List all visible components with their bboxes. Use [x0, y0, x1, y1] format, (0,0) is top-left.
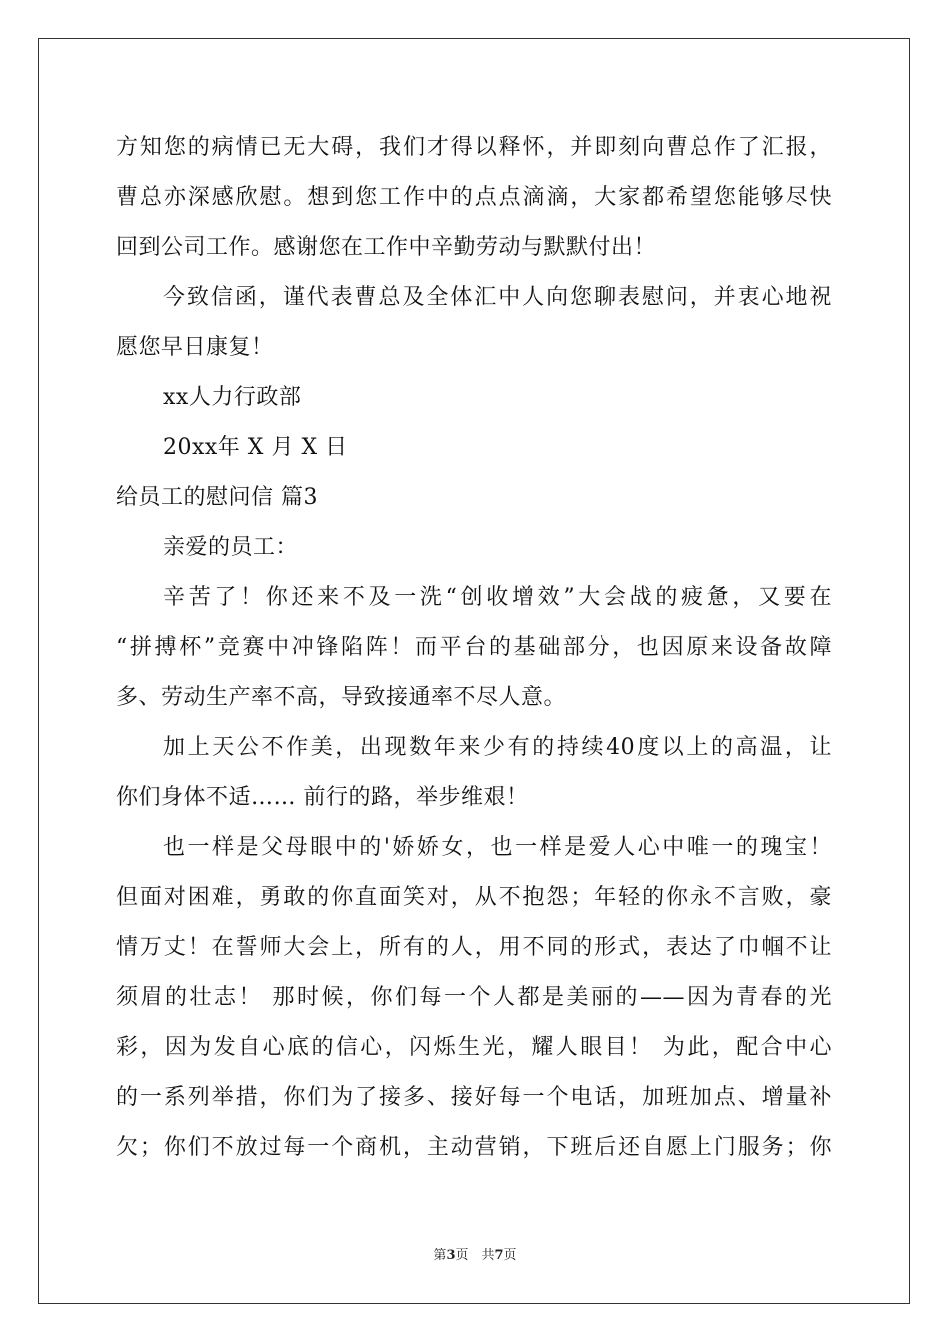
paragraph-line: 欠；你们不放过每一个商机，主动营销，下班后还自愿上门服务；你 — [116, 1135, 832, 1160]
page-number-footer — [0, 1247, 950, 1265]
signature-date: 20xx年 X 月 X 日 — [163, 435, 348, 460]
section-heading: 给员工的慰问信 篇3 — [116, 485, 318, 510]
paragraph-line: 情万丈！在誓师大会上，所有的人，用不同的形式，表达了巾帼不让 — [116, 935, 832, 960]
paragraph-line: 辛苦了！你还来不及一洗“创收增效”大会战的疲惫，又要在 — [163, 585, 832, 610]
current-page-number: 3 — [446, 1248, 456, 1263]
paragraph-line: 但面对困难，勇敢的你直面笑对，从不抱怨；年轻的你永不言败，豪 — [116, 885, 832, 910]
paragraph-line: 曹总亦深感欣慰。想到您工作中的点点滴滴，大家都希望您能够尽快 — [116, 185, 832, 210]
paragraph-line: 今致信函，谨代表曹总及全体汇中人向您聊表慰问，并衷心地祝 — [163, 285, 832, 310]
footer-middle: 页 共 — [455, 1248, 495, 1263]
paragraph-line: 愿您早日康复！ — [116, 335, 274, 360]
salutation: 亲爱的员工： — [163, 535, 299, 560]
paragraph-line: 也一样是父母眼中的'娇娇女，也一样是爱人心中唯一的瑰宝！ — [163, 835, 832, 860]
total-page-count: 7 — [494, 1248, 504, 1263]
paragraph-line: 加上天公不作美，出现数年来少有的持续40度以上的高温，让 — [163, 735, 832, 760]
paragraph-line: 方知您的病情已无大碍，我们才得以释怀，并即刻向曹总作了汇报， — [116, 135, 832, 160]
paragraph-line: 彩，因为发自心底的信心，闪烁生光，耀人眼目！ 为此，配合中心 — [116, 1035, 832, 1060]
paragraph-line: 的一系列举措，你们为了接多、接好每一个电话，加班加点、增量补 — [116, 1085, 832, 1110]
paragraph-line: 你们身体不适…… 前行的路，举步维艰！ — [116, 785, 529, 810]
footer-prefix: 第 — [433, 1248, 447, 1263]
page-border — [38, 38, 910, 1304]
paragraph-line: “拼搏杯”竞赛中冲锋陷阵！而平台的基础部分，也因原来设备故障 — [116, 635, 832, 660]
signature-department: xx人力行政部 — [163, 385, 302, 410]
paragraph-line: 回到公司工作。感谢您在工作中辛勤劳动与默默付出！ — [116, 235, 657, 260]
paragraph-line: 须眉的壮志！ 那时候，你们每一个人都是美丽的——因为青春的光 — [116, 985, 832, 1010]
paragraph-line: 多、劳动生产率不高，导致接通率不尽人意。 — [116, 685, 567, 710]
footer-suffix: 页 — [503, 1248, 517, 1263]
